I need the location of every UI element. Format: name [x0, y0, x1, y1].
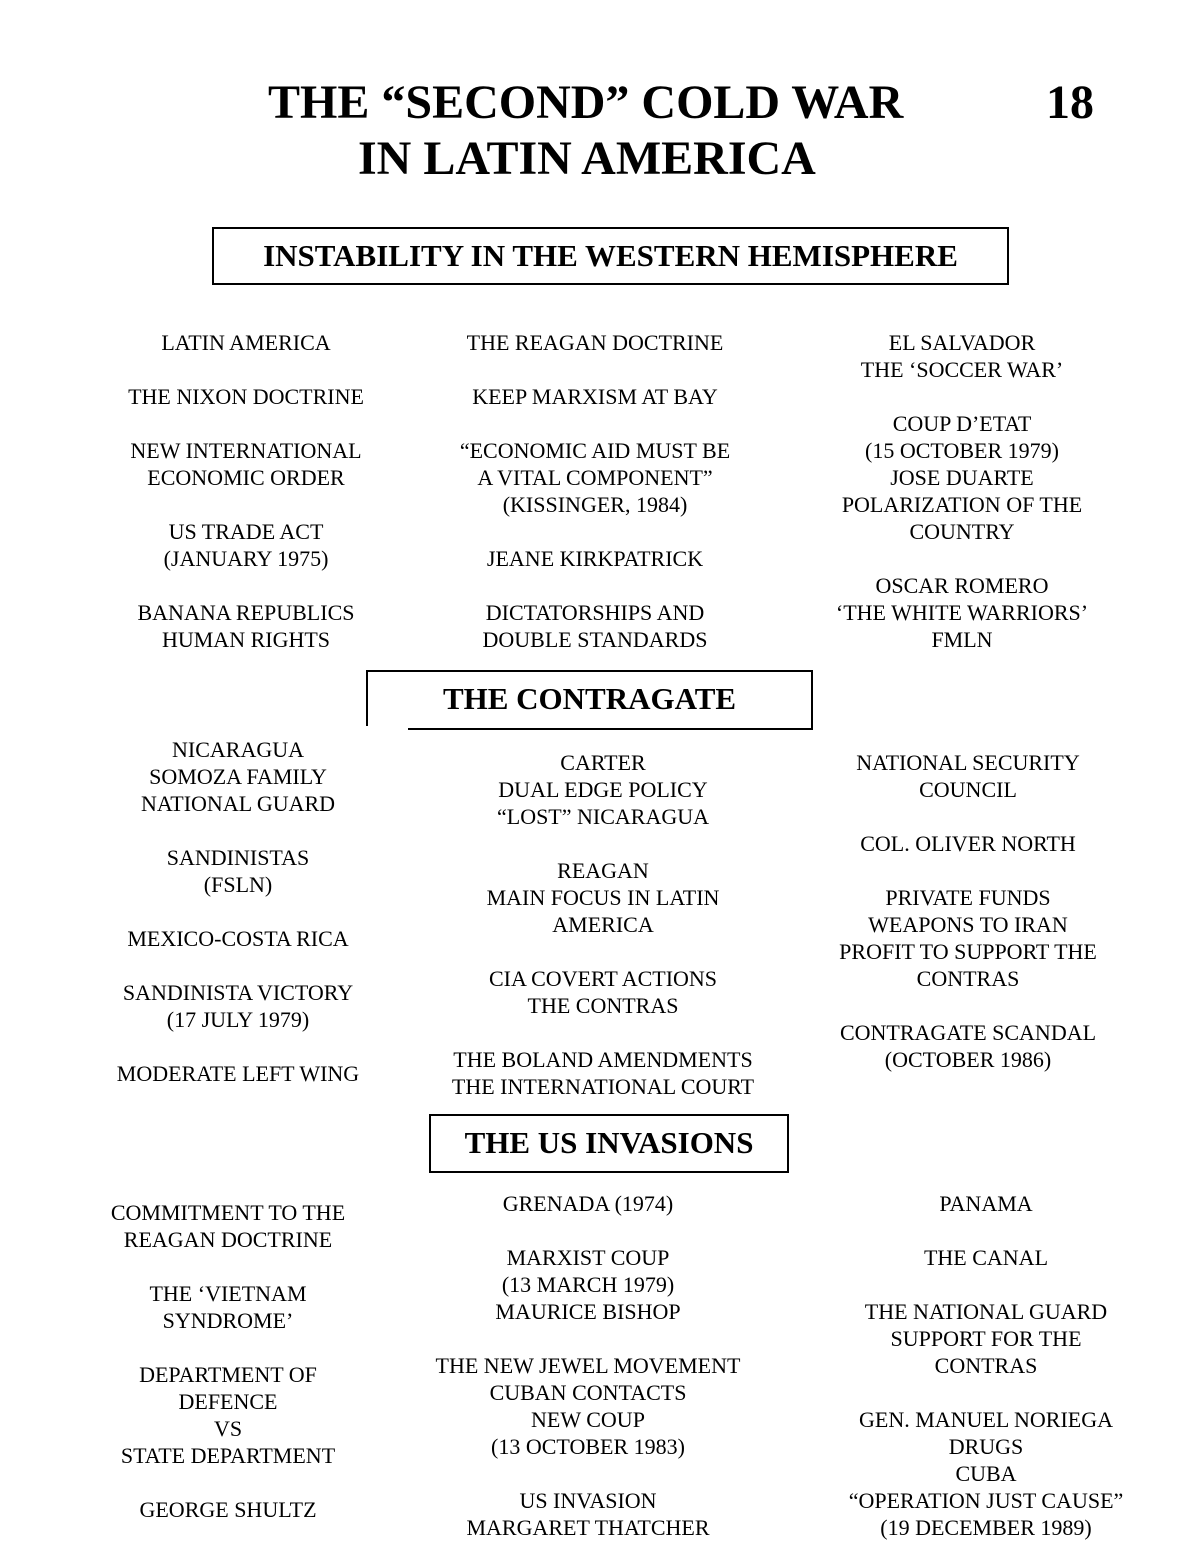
topic-line: ‘THE WHITE WARRIORS’: [835, 600, 1089, 625]
topic-item: [818, 830, 1118, 857]
topic-item: [96, 383, 396, 410]
topic-line: “OPERATION JUST CAUSE”: [848, 1488, 1124, 1513]
topic-item: [78, 1199, 378, 1253]
topic-item: [418, 1190, 758, 1217]
topic-line: HUMAN RIGHTS: [161, 627, 331, 652]
topic-item: [88, 844, 388, 898]
topic-line: NATIONAL GUARD: [140, 791, 336, 816]
topic-line: MODERATE LEFT WING: [116, 1061, 360, 1086]
topic-item: [434, 965, 772, 1019]
column: [434, 749, 772, 1127]
topic-line: THE INTERNATIONAL COURT: [451, 1074, 755, 1099]
topic-line: REAGAN DOCTRINE: [123, 1227, 333, 1252]
topic-item: [418, 1487, 758, 1541]
section-heading-instability: INSTABILITY IN THE WESTERN HEMISPHERE: [212, 227, 1009, 285]
topic-line: EL SALVADOR: [888, 330, 1036, 355]
topic-item: [812, 572, 1112, 653]
topic-line: CARTER: [560, 750, 646, 775]
column: [88, 736, 388, 1114]
heading-border-gap: [366, 726, 368, 730]
topic-item: [812, 410, 1112, 545]
topic-line: NEW INTERNATIONAL: [130, 438, 362, 463]
topic-line: DUAL EDGE POLICY: [498, 777, 708, 802]
topic-line: MEXICO-COSTA RICA: [127, 926, 349, 951]
topic-item: [818, 1019, 1118, 1073]
topic-line: CONTRAS: [934, 1353, 1038, 1378]
topic-line: GEN. MANUEL NORIEGA: [859, 1407, 1113, 1432]
topic-item: [434, 749, 772, 830]
topic-line: CONTRAS: [916, 966, 1020, 991]
topic-line: VS: [213, 1416, 243, 1441]
topic-line: PROFIT TO SUPPORT THE: [839, 939, 1097, 964]
topic-line: “ECONOMIC AID MUST BE: [459, 438, 731, 463]
topic-line: (KISSINGER, 1984): [502, 492, 688, 517]
topic-line: THE CONTRAS: [527, 993, 679, 1018]
topic-item: [88, 736, 388, 817]
topic-line: SANDINISTAS: [166, 845, 310, 870]
column: [418, 1190, 758, 1568]
topic-line: COL. OLIVER NORTH: [860, 831, 1076, 856]
topic-line: COUP D’ETAT: [892, 411, 1032, 436]
topic-item: [88, 1060, 388, 1087]
topic-line: A VITAL COMPONENT”: [477, 465, 713, 490]
topic-line: DRUGS: [948, 1434, 1024, 1459]
topic-line: MARXIST COUP: [506, 1245, 670, 1270]
section-heading-us-invasions: THE US INVASIONS: [429, 1114, 789, 1173]
column: [818, 749, 1118, 1100]
topic-line: JOSE DUARTE: [890, 465, 1034, 490]
topic-line: SOMOZA FAMILY: [149, 764, 327, 789]
topic-line: DICTATORSHIPS AND: [485, 600, 705, 625]
column: [96, 329, 396, 680]
topic-line: NICARAGUA: [172, 737, 304, 762]
topic-line: AMERICA: [552, 912, 654, 937]
topic-line: BANANA REPUBLICS: [137, 600, 355, 625]
topic-item: [430, 545, 760, 572]
topic-item: [88, 979, 388, 1033]
topic-line: REAGAN: [557, 858, 649, 883]
column: [78, 1199, 378, 1550]
topic-line: SYNDROME’: [162, 1308, 294, 1333]
topic-line: (13 MARCH 1979): [501, 1272, 675, 1297]
topic-item: [418, 1352, 758, 1460]
topic-item: [96, 599, 396, 653]
topic-line: OSCAR ROMERO: [875, 573, 1049, 598]
topic-line: FMLN: [931, 627, 993, 652]
topic-item: [430, 329, 760, 356]
topic-item: [836, 1298, 1136, 1379]
topic-line: CONTRAGATE SCANDAL: [839, 1020, 1097, 1045]
topic-line: COUNTRY: [909, 519, 1015, 544]
topic-line: COUNCIL: [919, 777, 1017, 802]
topic-line: THE ‘SOCCER WAR’: [860, 357, 1064, 382]
topic-line: (OCTOBER 1986): [884, 1047, 1052, 1072]
topic-line: STATE DEPARTMENT: [120, 1443, 336, 1468]
topic-item: [418, 1244, 758, 1325]
topic-line: JEANE KIRKPATRICK: [486, 546, 704, 571]
topic-line: CUBA: [955, 1461, 1017, 1486]
page-title-line-2: IN LATIN AMERICA: [358, 132, 816, 185]
topic-item: [78, 1280, 378, 1334]
topic-item: [836, 1244, 1136, 1271]
topic-item: [430, 383, 760, 410]
topic-line: US INVASION: [519, 1488, 657, 1513]
topic-line: THE CANAL: [923, 1245, 1049, 1270]
topic-line: GRENADA (1974): [502, 1191, 674, 1216]
topic-line: PANAMA: [939, 1191, 1033, 1216]
topic-line: MAURICE BISHOP: [495, 1299, 681, 1324]
column: [812, 329, 1112, 680]
section-heading-contragate-label: THE CONTRAGATE: [442, 681, 737, 716]
topic-line: PRIVATE FUNDS: [885, 885, 1051, 910]
topic-line: LATIN AMERICA: [161, 330, 331, 355]
topic-line: GEORGE SHULTZ: [139, 1497, 317, 1522]
topic-line: ECONOMIC ORDER: [147, 465, 345, 490]
topic-item: [96, 518, 396, 572]
topic-line: US TRADE ACT: [168, 519, 324, 544]
topic-line: DEPARTMENT OF: [139, 1362, 317, 1387]
topic-line: KEEP MARXISM AT BAY: [472, 384, 718, 409]
topic-item: [836, 1406, 1136, 1541]
topic-item: [836, 1190, 1136, 1217]
topic-item: [96, 437, 396, 491]
topic-item: [434, 857, 772, 938]
topic-item: [434, 1046, 772, 1100]
topic-line: DEFENCE: [178, 1389, 278, 1414]
topic-line: NATIONAL SECURITY: [856, 750, 1080, 775]
topic-line: DOUBLE STANDARDS: [482, 627, 708, 652]
topic-item: [812, 329, 1112, 383]
topic-line: (JANUARY 1975): [163, 546, 329, 571]
heading-underline: [408, 728, 813, 730]
topic-line: MARGARET THATCHER: [466, 1515, 710, 1540]
topic-line: COMMITMENT TO THE: [110, 1200, 346, 1225]
topic-line: CUBAN CONTACTS: [489, 1380, 687, 1405]
topic-line: MAIN FOCUS IN LATIN: [486, 885, 720, 910]
topic-line: NEW COUP: [531, 1407, 645, 1432]
topic-line: POLARIZATION OF THE: [841, 492, 1083, 517]
page-title-line-1: THE “SECOND” COLD WAR: [268, 76, 904, 129]
topic-line: “LOST” NICARAGUA: [496, 804, 710, 829]
topic-line: (FSLN): [203, 872, 273, 897]
topic-line: THE NATIONAL GUARD: [864, 1299, 1108, 1324]
topic-line: (17 JULY 1979): [166, 1007, 310, 1032]
topic-item: [88, 925, 388, 952]
topic-line: THE REAGAN DOCTRINE: [466, 330, 724, 355]
topic-item: [78, 1361, 378, 1469]
topic-line: (19 DECEMBER 1989): [880, 1515, 1092, 1540]
topic-line: THE NIXON DOCTRINE: [128, 384, 364, 409]
topic-line: (13 OCTOBER 1983): [491, 1434, 685, 1459]
page-number: 18: [1046, 76, 1094, 129]
topic-line: THE NEW JEWEL MOVEMENT: [435, 1353, 741, 1378]
topic-line: CIA COVERT ACTIONS: [488, 966, 718, 991]
topic-item: [430, 599, 760, 653]
topic-line: THE BOLAND AMENDMENTS: [453, 1047, 753, 1072]
topic-item: [430, 437, 760, 518]
topic-line: THE ‘VIETNAM: [149, 1281, 307, 1306]
topic-item: [78, 1496, 378, 1523]
topic-item: [818, 749, 1118, 803]
column: [430, 329, 760, 680]
topic-line: SUPPORT FOR THE: [890, 1326, 1082, 1351]
column: [836, 1190, 1136, 1568]
topic-item: [818, 884, 1118, 992]
topic-item: [96, 329, 396, 356]
topic-line: WEAPONS TO IRAN: [868, 912, 1068, 937]
topic-line: SANDINISTA VICTORY: [122, 980, 354, 1005]
topic-line: (15 OCTOBER 1979): [865, 438, 1059, 463]
